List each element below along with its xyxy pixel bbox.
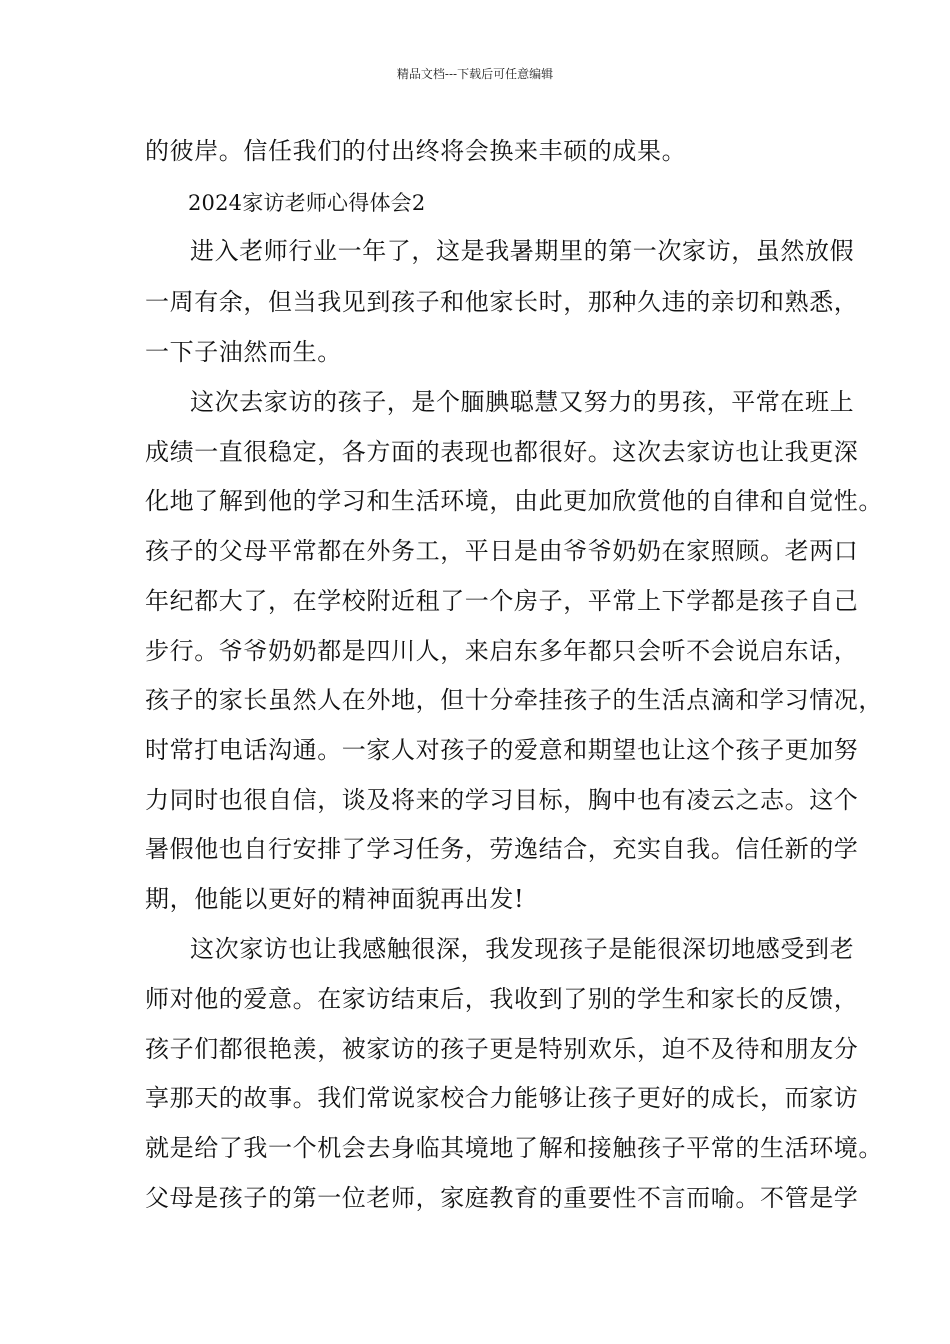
text-line: 这次家访也让我感触很深，我发现孩子是能很深切地感受到老 xyxy=(190,935,855,963)
text-line: 进入老师行业一年了，这是我暑期里的第一次家访，虽然放假 xyxy=(190,237,855,265)
text-line: 时常打电话沟通。一家人对孩子的爱意和期望也让这个孩子更加努 xyxy=(145,736,859,764)
text-line: 步行。爷爷奶奶都是四川人，来启东多年都只会听不会说启东话， xyxy=(145,637,859,665)
text-line: 暑假他也自行安排了学习任务，劳逸结合，充实自我。信任新的学 xyxy=(145,835,859,863)
text-line: 就是给了我一个机会去身临其境地了解和接触孩子平常的生活环境。 xyxy=(145,1134,883,1162)
text-line: 成绩一直很稳定，各方面的表现也都很好。这次去家访也让我更深 xyxy=(145,438,859,466)
text-line: 孩子们都很艳羡，被家访的孩子更是特别欢乐，迫不及待和朋友分 xyxy=(145,1035,859,1063)
text-line: 的彼岸。信任我们的付出终将会换来丰硕的成果。 xyxy=(145,137,687,165)
text-line: 这次去家访的孩子，是个腼腆聪慧又努力的男孩，平常在班上 xyxy=(190,388,855,416)
section-heading: 2024家访老师心得体会2 xyxy=(188,191,426,215)
text-line: 父母是孩子的第一位老师，家庭教育的重要性不言而喻。不管是学 xyxy=(145,1184,859,1212)
text-line: 孩子的父母平常都在外务工，平日是由爷爷奶奶在家照顾。老两口 xyxy=(145,537,859,565)
text-line: 一周有余，但当我见到孩子和他家长时，那种久违的亲切和熟悉， xyxy=(145,288,859,316)
text-line: 期，他能以更好的精神面貌再出发! xyxy=(145,885,525,913)
text-line: 孩子的家长虽然人在外地，但十分牵挂孩子的生活点滴和学习情况， xyxy=(145,686,883,714)
text-line: 力同时也很自信，谈及将来的学习目标，胸中也有凌云之志。这个 xyxy=(145,786,859,814)
text-line: 化地了解到他的学习和生活环境，由此更加欣赏他的自律和自觉性。 xyxy=(145,487,883,515)
text-line: 师对他的爱意。在家访结束后，我收到了别的学生和家长的反馈， xyxy=(145,985,859,1013)
text-line: 年纪都大了，在学校附近租了一个房子，平常上下学都是孩子自己 xyxy=(145,587,859,615)
text-line: 享那天的故事。我们常说家校合力能够让孩子更好的成长，而家访 xyxy=(145,1084,859,1112)
page-header: 精品文档---下载后可任意编辑 xyxy=(396,67,554,81)
text-line: 一下子油然而生。 xyxy=(145,338,342,366)
